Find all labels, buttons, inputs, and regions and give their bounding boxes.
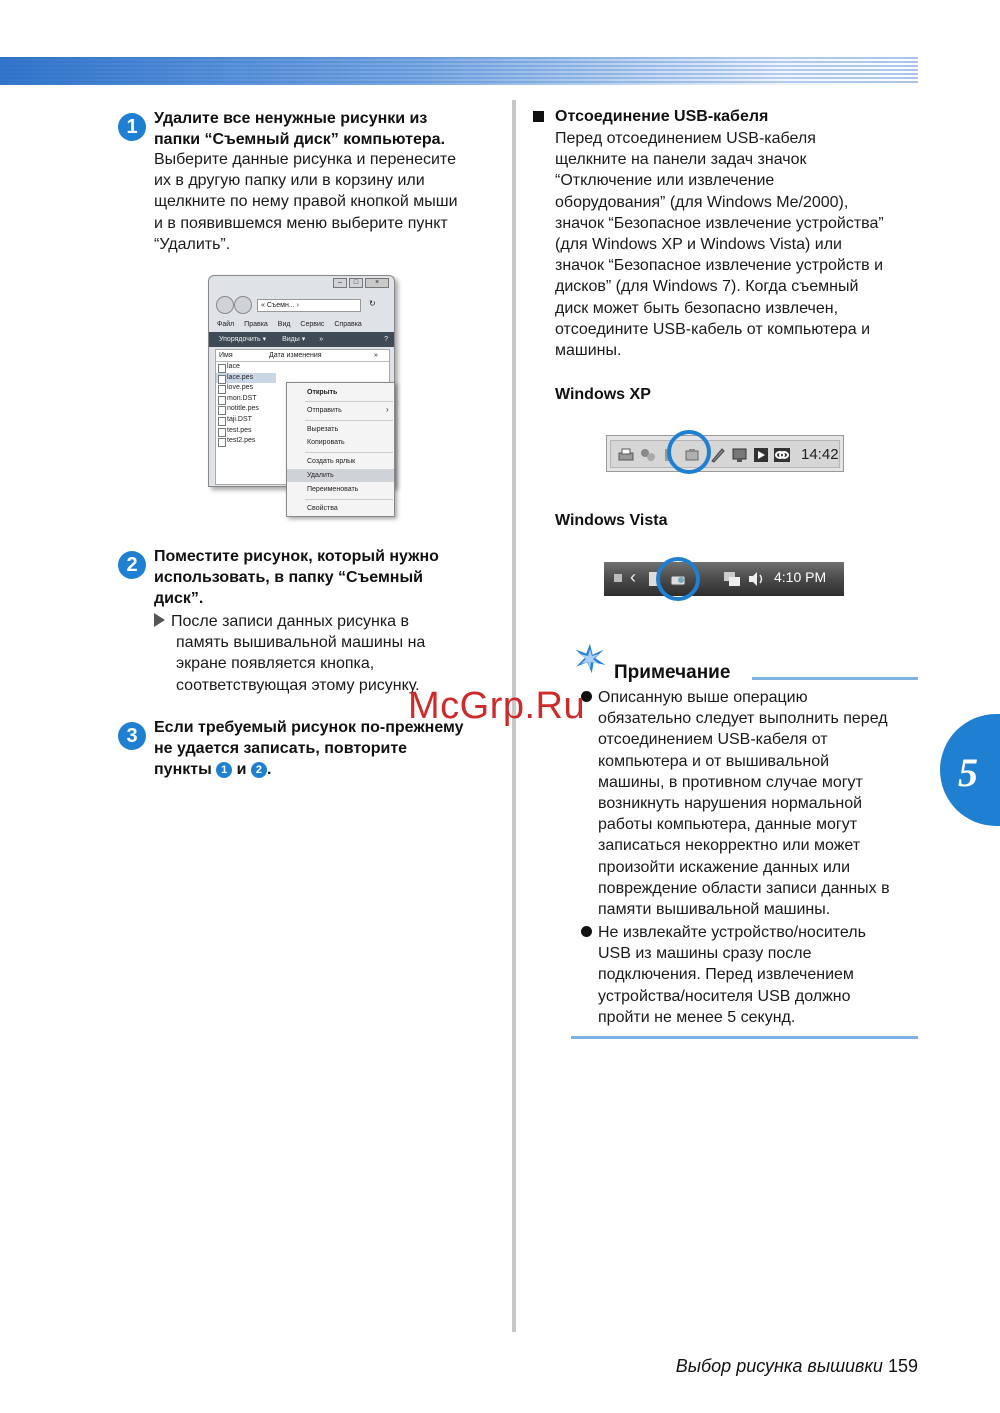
file-item[interactable]: test.pes: [216, 426, 389, 437]
minimize-button[interactable]: –: [333, 278, 347, 288]
ctx-properties[interactable]: Свойства: [307, 505, 338, 512]
file-item[interactable]: test2.pes: [216, 436, 389, 447]
explorer-screenshot: [208, 275, 395, 517]
pen-icon[interactable]: [709, 446, 727, 464]
menu-file[interactable]: Файл: [217, 321, 235, 328]
step-3-number: 3: [118, 722, 146, 750]
column-date[interactable]: Дата изменения: [269, 352, 322, 359]
file-list-header: [216, 350, 389, 362]
column-more[interactable]: »: [374, 352, 378, 359]
file-item[interactable]: love.pes: [216, 383, 389, 394]
note-title: Примечание: [614, 662, 731, 683]
forward-arrow-icon[interactable]: [234, 296, 252, 314]
menu-edit[interactable]: Правка: [244, 321, 268, 328]
chapter-number: 5: [958, 750, 978, 795]
ctx-rename[interactable]: Переименовать: [307, 486, 359, 493]
ctx-delete[interactable]: Удалить: [287, 469, 394, 482]
help-icon[interactable]: ?: [384, 336, 388, 343]
note-sparkle-icon: [570, 640, 610, 676]
note-bullet-2: Не извлекайте устройство/носитель USB из машины сразу после подключения. Перед извлечением устройства/носителя USB должно пройти не менее 5 секунд.: [598, 924, 866, 1026]
menu-bar: [209, 319, 395, 331]
ctx-create-shortcut[interactable]: Создать ярлык: [307, 458, 356, 465]
footer-title: Выбор рисунка вышивки: [675, 1356, 883, 1376]
bullet-2: [581, 926, 592, 937]
step-2-body: После записи данных рисунка в память вышивальной машины на экране появляется кнопка, соответствующая этому рисунку.: [154, 611, 425, 696]
usb-heading: Отсоединение USB-кабеля: [555, 108, 769, 125]
ctx-separator: [305, 420, 393, 421]
vista-speaker-icon[interactable]: [746, 569, 766, 589]
link-icon[interactable]: [773, 446, 791, 464]
step-2-title: Поместите рисунок, который нужно использовать, в папку “Съемный диск”.: [154, 548, 439, 607]
step-1-body: Выберите данные рисунка и перенесите их в другую папку или в корзину или щелкните по нему правой кнопкой мыши и в появившемся меню выберите пункт “Удалить”.: [154, 151, 458, 253]
context-menu: [286, 382, 395, 517]
step-1-number: 1: [118, 113, 146, 141]
usb-body: Перед отсоединением USB-кабеля щелкните на панели задач значок “Отключение или извлечение оборудования” (для Windows Me/2000), значок “Безопасное извлечение устройства” (для Windows XP и Windows Vista) или значок “Безопасное извлечение устройств и дисков” (для Windows 7). Когда съемный диск может быть безопасно извлечен, отсоедините USB-кабель от компьютера и машины.: [555, 130, 884, 360]
step-1-title: Удалите все ненужные рисунки из папки “Съемный диск” компьютера.: [154, 110, 446, 148]
vista-taskbar: [604, 562, 844, 596]
xp-highlight-circle: [667, 430, 711, 474]
menu-tools[interactable]: Сервис: [300, 321, 325, 328]
ctx-separator: [305, 499, 393, 500]
vista-network-icon[interactable]: [722, 569, 742, 589]
arrow-right-icon: [154, 613, 165, 627]
step-2-number: 2: [118, 551, 146, 579]
file-item[interactable]: taji.DST: [216, 415, 389, 426]
note-bullet-1: Описанную выше операцию обязательно следует выполнить перед отсоединением USB-кабеля от компьютера и от вышивальной машины, в противном случае могут возникнуть нарушения нормальной работы компьютера, данные могут записаться некорректно или может произойти искажение данных или повреждение области записи данных в памяти вышивальной машины.: [598, 689, 890, 919]
windows-xp-label: Windows XP: [555, 386, 651, 403]
menu-help[interactable]: Справка: [334, 321, 362, 328]
back-arrow-icon[interactable]: [216, 296, 234, 314]
organize-button[interactable]: Упорядочить ▾: [219, 336, 267, 343]
vista-square-icon[interactable]: [614, 574, 622, 582]
ctx-cut[interactable]: Вырезать: [307, 426, 339, 433]
file-item[interactable]: lace: [216, 362, 389, 373]
note-rule-top: [752, 677, 918, 680]
ctx-open[interactable]: Открыть: [307, 389, 338, 396]
ctx-separator: [305, 452, 393, 453]
page-footer: [676, 1354, 918, 1378]
section-square-icon: [533, 111, 544, 122]
maximize-button[interactable]: □: [349, 278, 363, 288]
media-icon[interactable]: [753, 446, 769, 464]
file-item-selected[interactable]: lace.pes: [216, 373, 276, 384]
step-ref-1: 1: [216, 762, 232, 778]
column-name[interactable]: Имя: [219, 352, 233, 359]
step-ref-2: 2: [251, 762, 267, 778]
windows-vista-label: Windows Vista: [555, 512, 668, 529]
vista-clock: 4:10 PM: [774, 569, 827, 585]
xp-taskbar: [606, 435, 844, 472]
network-icon[interactable]: [639, 446, 657, 464]
vista-chevron-left-icon[interactable]: ‹: [630, 567, 636, 587]
xp-tray: [610, 440, 840, 468]
submenu-arrow-icon: ›: [386, 405, 389, 414]
watermark: McGrp.Ru: [408, 685, 586, 727]
more-button[interactable]: »: [319, 336, 324, 343]
file-item[interactable]: notitle.pes: [216, 404, 389, 415]
ctx-send-to[interactable]: Отправить: [307, 407, 342, 414]
xp-clock: 14:42: [801, 446, 839, 463]
close-button[interactable]: ×: [365, 278, 389, 288]
page-number: 159: [887, 1356, 918, 1376]
display-icon[interactable]: [731, 446, 749, 464]
header-band: [0, 57, 918, 85]
printer-icon[interactable]: [617, 446, 635, 464]
step-3-title: Если требуемый рисунок по-прежнему не удается записать, повторите пункты 1 и 2 .: [154, 719, 464, 778]
command-bar: [209, 332, 395, 347]
menu-view[interactable]: Вид: [277, 321, 291, 328]
views-button[interactable]: Виды ▾: [282, 336, 306, 343]
file-item[interactable]: mon.DST: [216, 394, 389, 405]
ctx-copy[interactable]: Копировать: [307, 439, 345, 446]
refresh-icon[interactable]: ↻: [369, 299, 376, 308]
vista-safely-remove-icon[interactable]: [668, 570, 688, 590]
ctx-separator: [305, 401, 393, 402]
address-bar[interactable]: « Съемн... ›: [257, 299, 361, 312]
note-rule-bottom: [571, 1036, 918, 1039]
